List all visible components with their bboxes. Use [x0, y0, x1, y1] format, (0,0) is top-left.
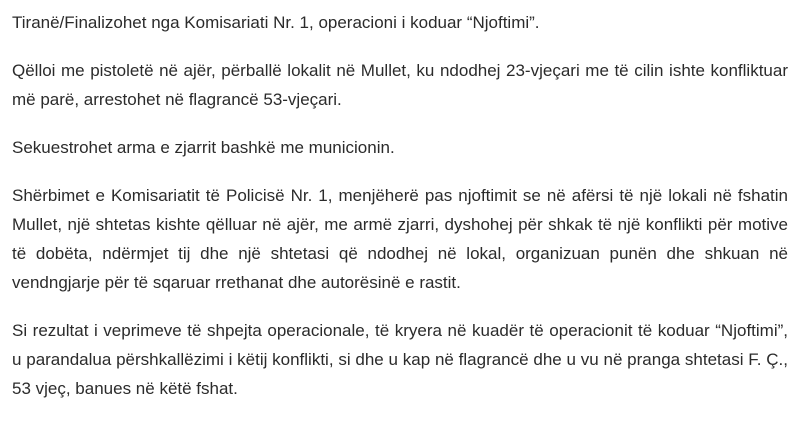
- article-paragraph-summary: Qëlloi me pistoletë në ajër, përballë lokalit në Mullet, ku ndodhej 23-vjeçari me të cilin ishte konfliktuar më parë, arrestohet në flagrancë 53-vjeçari.: [12, 61, 788, 109]
- article-paragraph-intro: Tiranë/Finalizohet nga Komisariati Nr. 1, operacioni i koduar “Njoftimi”.: [12, 13, 540, 32]
- article-paragraph-seizure: Sekuestrohet arma e zjarrit bashkë me municionin.: [12, 138, 395, 157]
- article-paragraph-response: Shërbimet e Komisariatit të Policisë Nr. 1, menjëherë pas njoftimit se në afërsi të një lokali në fshatin Mullet, një shtetas kishte qëlluar në ajër, me armë zjarri, dyshohej për shkak të një konflikti për motive të dobëta, ndërmjet tij dhe një shtetasi që ndodhej në lokal, organizuan punën dhe shkuan në vendngjarje për të sqaruar rrethanat dhe autorësinë e rastit.: [12, 186, 788, 292]
- article-paragraph-result: Si rezultat i veprimeve të shpejta operacionale, të kryera në kuadër të operacionit të koduar “Njoftimi”, u parandalua përshkallëzimi i këtij konflikti, si dhe u kap në flagrancë dhe u vu në pranga shtetasi F. Ç., 53 vjeç, banues në këtë fshat.: [12, 321, 788, 398]
